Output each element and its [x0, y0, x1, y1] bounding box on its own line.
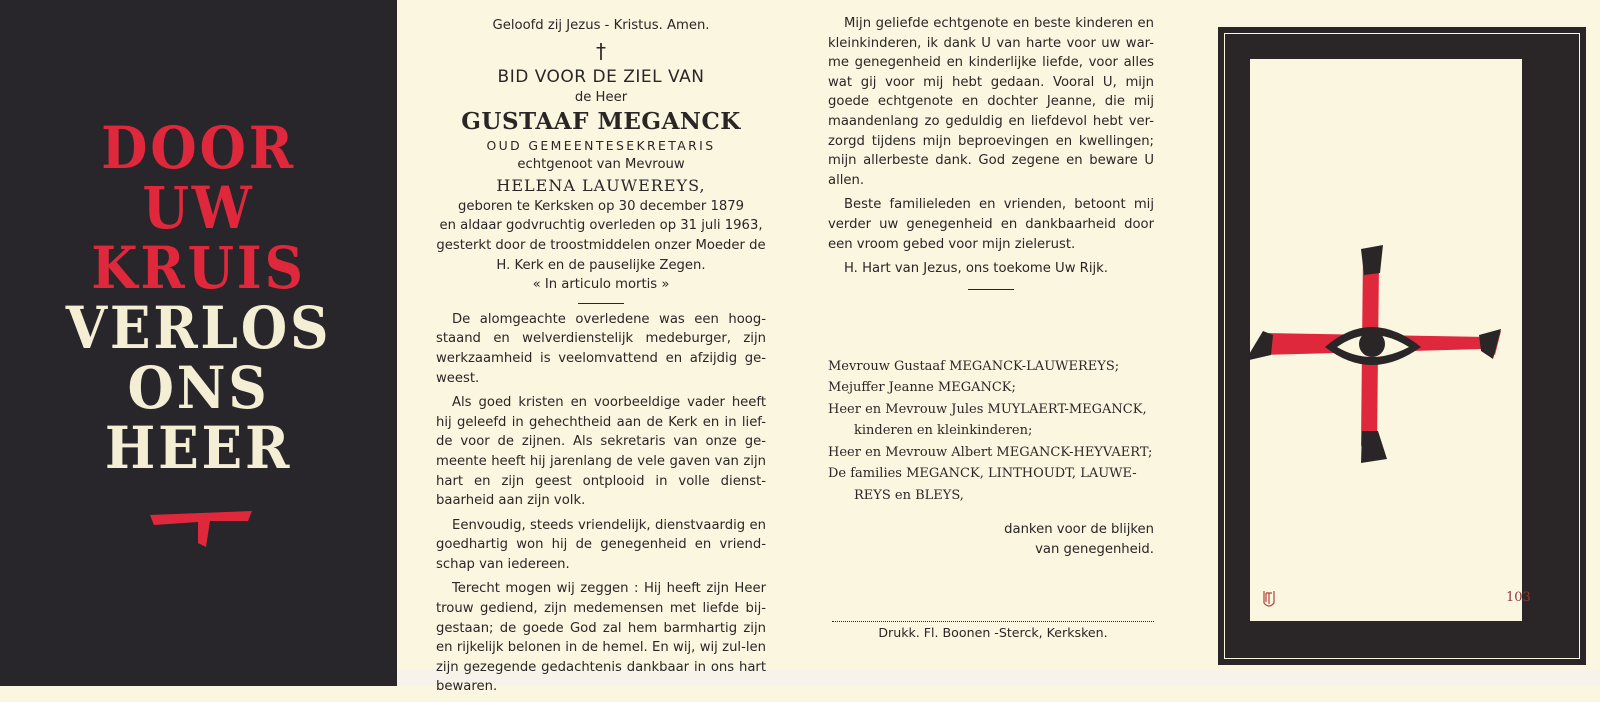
bid-heading: BID VOOR DE ZIEL VAN: [497, 66, 705, 87]
spouse-intro: echtgenoot van Mevrouw: [517, 157, 685, 173]
cover-line: VERLOS: [65, 294, 332, 362]
monogram-icon: [1262, 589, 1276, 609]
cover-line: ONS: [127, 354, 270, 422]
sacrament-line: gesterkt door de troostmiddelen onzer Moeder de: [436, 237, 766, 253]
birth-line: geboren te Kerksken op 30 december 1879: [457, 198, 744, 214]
obituary-page: [436, 16, 766, 702]
cover-line: UW: [142, 174, 255, 242]
paragraph: Eenvoudig, steeds vriendelijk, dienstvaardig en goedhartig won hij de genegenheid en vriend-schap van iedereen.: [436, 517, 766, 572]
divider: [578, 303, 624, 304]
cross-icon: [148, 497, 254, 549]
paragraph: Terecht mogen wij zeggen : Hij heeft zijn Heer trouw gediend, zijn medemensen met liefde bij-gestaan; de goede God zal hem barmhartig zijn en rijkelijk belonen in de hemel. En wij, wij zul-len zijn gezegende gedachtenis dankbaar in ons hart bewaren.: [436, 581, 766, 695]
eye-cross-icon: [1243, 243, 1505, 465]
printer-divider: [832, 621, 1154, 622]
cover-line: DOOR: [101, 114, 296, 182]
spouse-name: HELENA LAUWEREYS,: [496, 175, 706, 195]
deceased-name: GUSTAAF MEGANCK: [461, 108, 741, 136]
family-line: kinderen en kleinkinderen;: [854, 423, 1033, 439]
paragraph: De alomgeachte overledene was een hoog-staand en welverdienstelijk medeburger, zijn werkzaamheid is veelomvattend en afzijdig ge-weest.: [436, 311, 766, 386]
cover-line: KRUIS: [91, 234, 306, 302]
small-cross-icon: †: [596, 38, 606, 63]
paragraph: Als goed kristen en voorbeeldige vader heeft hij geleefd in gehechtheid aan de Kerk en in lief-de voor de zijnen. Als sekretaris van onze ge-meente heeft hij jarenlang de vele gaven van zijn hart en zijn geest ontplooid in volle dienst-baarheid aan zijn volk.: [436, 395, 766, 509]
cover-title: [0, 114, 397, 482]
printer-credit: Drukk. Fl. Boonen -Sterck, Kerksken.: [878, 625, 1108, 640]
church-line: H. Kerk en de pauselijke Zegen.: [496, 257, 706, 273]
family-line: De families MEGANCK, LINTHOUDT, LAUWE-: [828, 466, 1137, 482]
paragraph: H. Hart van Jezus, ons toekome Uw Rijk.: [844, 261, 1109, 277]
thanks-page: [828, 14, 1154, 559]
family-line: Mevrouw Gustaaf MEGANCK-LAUWEREYS;: [828, 358, 1120, 374]
deceased-title: OUD GEMEENTESEKRETARIS: [486, 138, 716, 154]
articulo-line: « In articulo mortis »: [532, 277, 670, 293]
paragraph: Mijn geliefde echtgenote en beste kinderen en kleinkinderen, ik dank U van harte voor uw war-me genegenheid en kinderlijke liefde, voor alles wat gij voor mij hebt gedaan. Vooral U, mijn goede echtgenote en dochter Jeanne, die mij maandenlang zo geduldig en liefdevol hebt ver-zorgd tijdens mijn beproevingen en kwellingen; mijn allerbeste dank. God zegene en beware U allen.: [828, 16, 1154, 188]
thanks-line: danken voor de blijken: [1004, 522, 1154, 538]
card-number: 103: [1506, 590, 1531, 605]
family-list: [828, 356, 1154, 507]
family-line: REYS en BLEYS,: [854, 487, 964, 503]
death-line: en aldaar godvruchtig overleden op 31 juli 1963,: [439, 218, 763, 234]
thanks-line: van genegenheid.: [1035, 541, 1154, 557]
cover-line: HEER: [104, 414, 293, 482]
header-text: Geloofd zij Jezus - Kristus. Amen.: [492, 18, 710, 33]
family-line: Heer en Mevrouw Jules MUYLAERT-MEGANCK,: [828, 401, 1147, 417]
family-line: Mejuffer Jeanne MEGANCK;: [828, 380, 1016, 396]
de-heer: de Heer: [574, 89, 628, 105]
divider: [968, 289, 1014, 290]
paragraph: Beste familieleden en vrienden, betoont mij verder uw genegenheid en dankbaarheid door een vroom gebed voor mijn zielerust.: [828, 197, 1154, 252]
family-line: Heer en Mevrouw Albert MEGANCK-HEYVAERT;: [828, 444, 1153, 460]
